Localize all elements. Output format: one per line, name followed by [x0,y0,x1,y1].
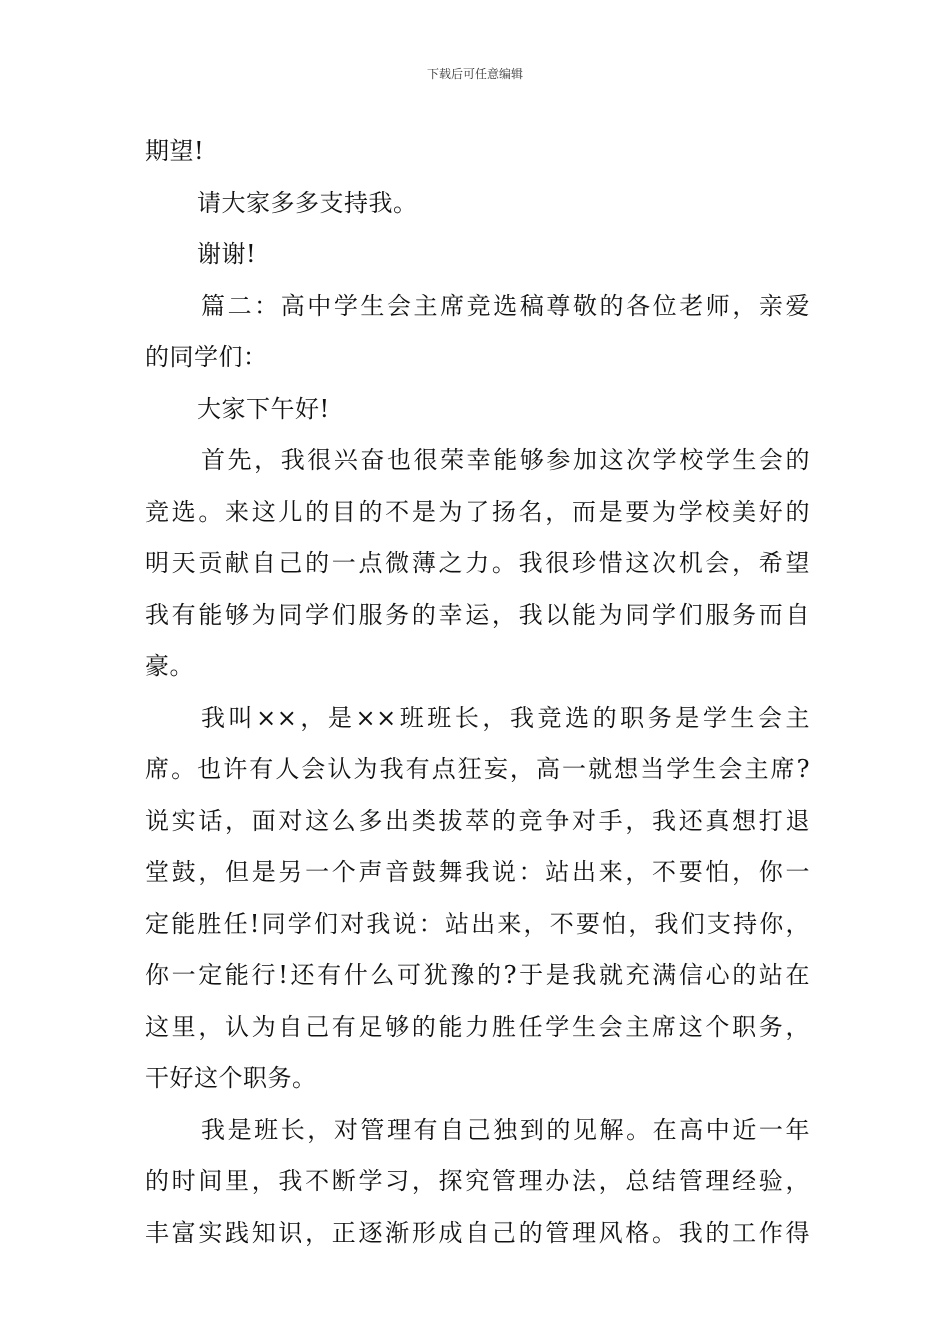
text-line: 你一定能行!还有什么可犹豫的?于是我就充满信心的站在 [145,961,810,989]
text-line: 豪。 [145,652,194,680]
text-line: 竞选。来这儿的目的不是为了扬名，而是要为学校美好的 [145,497,810,526]
text-line: 定能胜任!同学们对我说：站出来，不要怕，我们支持你， [145,909,810,938]
text-line: 请大家多多支持我。 [197,188,418,217]
text-line: 干好这个职务。 [145,1064,317,1092]
text-line: 明天贡献自己的一点微薄之力。我很珍惜这次机会，希望 [145,549,810,577]
text-line: 我有能够为同学们服务的幸运，我以能为同学们服务而自 [145,600,810,629]
text-line: 大家下午好! [197,394,330,423]
text-line: 的时间里，我不断学习，探究管理办法，总结管理经验， [145,1167,810,1195]
text-line: 席。也许有人会认为我有点狂妄，高一就想当学生会主席? [145,755,810,783]
text-line: 首先，我很兴奋也很荣幸能够参加这次学校学生会的 [201,446,810,474]
text-line: 的同学们： [145,343,268,371]
text-line: 谢谢! [197,240,257,268]
text-line: 这里，认为自己有足够的能力胜任学生会主席这个职务， [145,1012,810,1041]
text-line: 堂鼓，但是另一个声音鼓舞我说：站出来，不要怕，你一 [145,858,810,886]
page-header: 下载后可任意编辑 [426,67,523,81]
text-line: 篇二：高中学生会主席竞选稿尊敬的各位老师，亲爱 [201,291,810,320]
text-line: 丰富实践知识，正逐渐形成自己的管理风格。我的工作得 [145,1218,810,1247]
text-line: 期望! [145,137,205,165]
text-line: 我叫××，是××班班长，我竞选的职务是学生会主 [201,703,810,732]
text-line: 说实话，面对这么多出类拔萃的竞争对手，我还真想打退 [145,806,810,835]
document-body [145,126,810,1259]
text-line: 我是班长，对管理有自己独到的见解。在高中近一年 [201,1115,810,1144]
